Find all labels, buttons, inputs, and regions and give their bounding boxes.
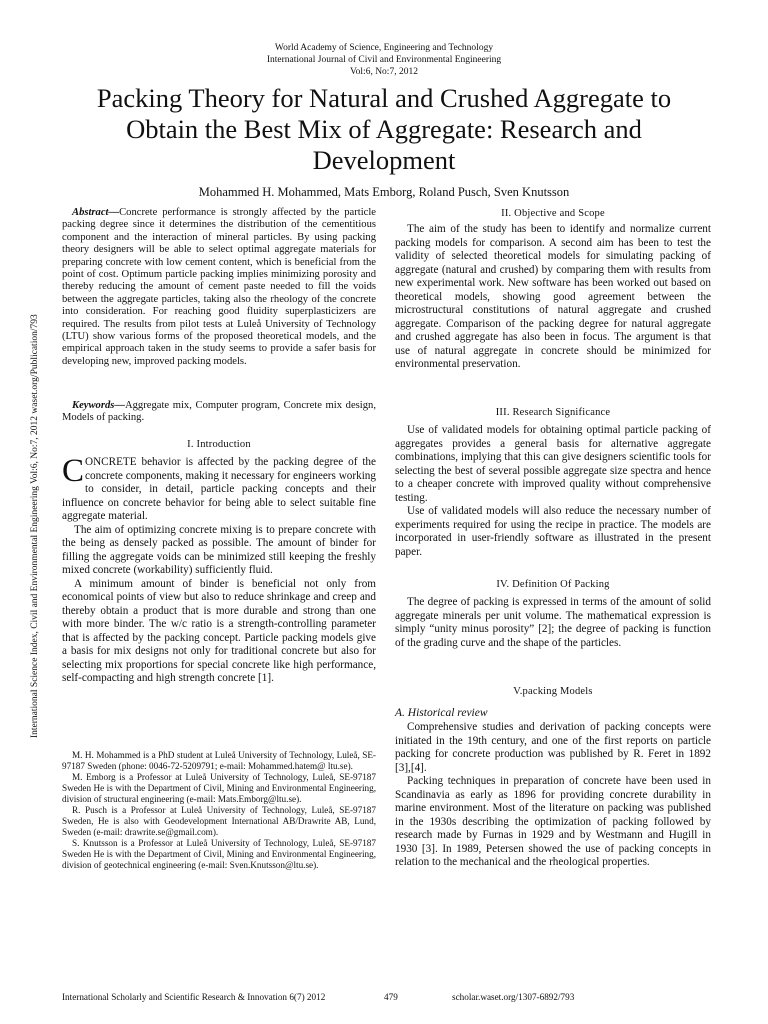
- section-heading-models: V.packing Models: [513, 686, 593, 697]
- section-heading-significance: III. Research Significance: [495, 407, 611, 418]
- footnote-author-1: M. H. Mohammed is a PhD student at Luleå University of Technology, Luleå, SE-97187 Sweden (phone: 0046-72-5209791; e-mail: Mohammed.hatem@ ltu.se).: [62, 750, 376, 771]
- keywords-text: Aggregate mix, Computer program, Concrete mix design, Models of packing.: [62, 400, 376, 424]
- objective-paragraph-1: The aim of the study has been to identify and normalize current packing models for comparison. A second aim has been to test the validity of selected theoretical models for simulating packing of aggregate (natural and crushed) by comparing them with results from new experimental work. New software has been worked out based on theoretical models, showing good agreement between the microstructural constitutions of natural aggregate and crushed aggregate. Comparison of the packing degree for natural aggregate and crushed aggregate has also been in focus. The argument is that use of natural aggregate in concrete should be minimized for environmental preservation.: [395, 223, 711, 370]
- sidebar-watermark: International Science Index, Civil and Environmental Engineering Vol:6, No:7, 2012 waset.org/Publication/793: [30, 314, 40, 738]
- subsection-heading-historical: A. Historical review: [395, 707, 488, 719]
- footnote-author-2: M. Emborg is a Professor at Luleå University of Technology, Luleå, SE-97187 Sweden He is with the Department of Civil, Mining and Environmental Engineering, division of structural engineering (e-mail: Mats.Emborg@ltu.se).: [62, 772, 376, 804]
- paper-title: Packing Theory for Natural and Crushed Aggregate to Obtain the Best Mix of Aggregate: Research and Development: [96, 83, 672, 175]
- models-paragraph-2: Packing techniques in preparation of concrete have been used in Scandinavia as early as 1896 for providing concrete durability in marine environment. Most of the literature on packing was published in the 1930s describing the optimization of packing followed by research made by Furnas in 1929 and by Westmann and Hugill in 1930 [3]. In 1989, Petersen showed the use of packing concepts in relation to the mechanical and the rheological properties.: [395, 775, 711, 868]
- header-line-1: World Academy of Science, Engineering and Technology: [274, 43, 494, 53]
- footer-url: scholar.waset.org/1307-6892/793: [452, 992, 575, 1002]
- significance-paragraph-1: Use of validated models for obtaining optimal particle packing of aggregates provides a general basis for alternative aggregate combinations, implying that this can give designers scientific tools for selecting the best of several possible aggregate size spectra and hence to a cheaper concrete with improved quality without comprehensive testing.: [395, 424, 711, 504]
- footnote-author-3: R. Pusch is a Professor at Luleå University of Technology, Luleå, SE-97187 Sweden, He is also with Geodevelopment International AB/Drawrite AB, Lund, Sweden (e-mail: drawrite.se@gmail.com).: [62, 805, 376, 837]
- objective-section: [395, 208, 711, 372]
- section-heading-objective: II. Objective and Scope: [501, 208, 605, 219]
- author-list: Mohammed H. Mohammed, Mats Emborg, Roland Pusch, Sven Knutsson: [198, 185, 570, 199]
- keywords: [62, 400, 376, 425]
- author-footnotes: [62, 750, 376, 871]
- intro-paragraph-3: A minimum amount of binder is beneficial not only from economical points of view but also to reduce shrinkage and creep and thereby obtain a product that is more durable and strong than one with more binder. The w/c ratio is a strength-controlling parameter that is affected by the packing concept. Particle packing models give a basis for mix designs not only for traditional concrete but also for selecting mix proportions for special concrete like high performance, self-compacting and high strength concrete [1].: [62, 577, 376, 684]
- definition-section: [395, 579, 711, 650]
- footnote-author-4: S. Knutsson is a Professor at Luleå University of Technology, Luleå, SE-97187 Sweden He is with the Department of Civil, Mining and Environmental Engineering, division of geotechnical engineering (e-mail: Sven.Knutsson@ltu.se).: [62, 838, 376, 870]
- intro-paragraph-1: [62, 453, 376, 524]
- introduction-section: [62, 439, 376, 686]
- header-line-2: International Journal of Civil and Environmental Engineering: [266, 55, 502, 65]
- header-line-3: Vol:6, No:7, 2012: [350, 67, 418, 77]
- definition-paragraph-1: The degree of packing is expressed in terms of the amount of solid aggregate minerals per unit volume. The mathematical expression is simply “unity minus porosity” [2]; the degree of packing is function of the grading curve and the shape of the particles.: [395, 596, 711, 649]
- significance-section: [395, 407, 711, 559]
- significance-paragraph-2: Use of validated models will also reduce the necessary number of experiments required for using the recipe in practice. The models are incorporated in user-friendly software as illustrated in the present paper.: [395, 505, 711, 558]
- abstract: [62, 207, 376, 368]
- journal-header: [0, 42, 768, 78]
- footer-publisher: International Scholarly and Scientific Research & Innovation 6(7) 2012: [62, 992, 326, 1002]
- abstract-text: Concrete performance is strongly affected by the particle packing degree since it determines the distribution of the cementitious component and the interaction of mineral particles. By using packing theory designers will be able to select optimal aggregate materials for preparing concrete with low cement content, which is beneficial from the point of cost. Optimum particle packing implies minimizing porosity and thereby reducing the amount of cement paste needed to fill the voids between the aggregate particles, taking also the rheology of the concrete into consideration. For reaching good fluidity superplasticizers are required. The results from pilot tests at Luleå University of Technology (LTU) show various forms of the proposed theoretical models, and the empirical approach taken in the study seems to provide a safer basis for developing new, improved packing models.: [62, 207, 376, 367]
- abstract-label: Abstract—: [72, 207, 120, 218]
- drop-cap: C: [62, 453, 85, 489]
- intro-paragraph-2: The aim of optimizing concrete mixing is to prepare concrete with the being as densely packed as possible. The amount of binder for filling the aggregate voids can be minimized still keeping the freshly mixed concrete (workability) sufficiently fluid.: [62, 523, 376, 576]
- models-paragraph-1: Comprehensive studies and derivation of packing concepts were initiated in the 19th century, and one of the first reports on particle packing for concrete production was published by R. Feret in 1892 [3],[4].: [395, 721, 711, 774]
- footer-page-number: 479: [384, 992, 398, 1002]
- keywords-label: Keywords—: [72, 400, 125, 411]
- abstract-section: [62, 207, 376, 368]
- intro-paragraph-1-text: ONCRETE behavior is affected by the packing degree of the concrete components, making it necessary for engineers working to consider, in detail, particle packing concepts and their influence on concrete behavior for being able to select suitable fine aggregate material.: [62, 456, 376, 522]
- keywords-section: [62, 400, 376, 425]
- models-section: [395, 686, 711, 870]
- section-heading-definition: IV. Definition Of Packing: [496, 579, 610, 590]
- section-heading-introduction: I. Introduction: [187, 439, 251, 450]
